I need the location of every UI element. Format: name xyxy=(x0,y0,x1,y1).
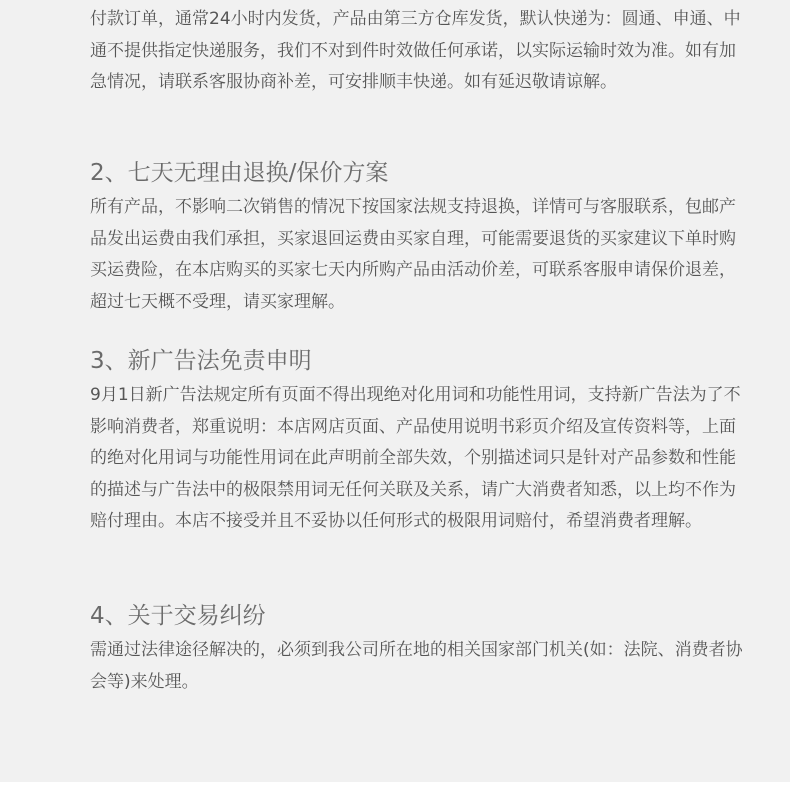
return-exchange-section-body: 所有产品，不影响二次销售的情况下按国家法规支持退换，详情可与客服联系，包邮产品发出运费由我们承担，买家退回运费由买家自理，可能需要退货的买家建议下单时购买运费险，在本店购买的买家七天内所购产品由活动价差，可联系客服申请保价退差，超过七天概不受理，请买家理解。 xyxy=(90,197,736,312)
ad-law-disclaimer-section-body: 9月1日新广告法规定所有页面不得出现绝对化用词和功能性用词，支持新广告法为了不影响消费者，郑重说明：本店网店页面、产品使用说明书彩页介绍及宣传资料等，上面的绝对化用词与功能性用词在此声明前全部失效，个别描述词只是针对产品参数和性能的描述与广告法中的极限禁用词无任何关联及关系，请广大消费者知悉，以上均不作为赔付理由。本店不接受并且不妥协以任何形式的极限用词赔付，希望消费者理解。 xyxy=(90,385,741,531)
trade-dispute-section-body: 需通过法律途径解决的，必须到我公司所在地的相关国家部门机关(如：法院、消费者协会等)来处理。 xyxy=(90,640,743,692)
shipping-section-body: 付款订单，通常24小时内发货，产品由第三方仓库发货，默认快递为：圆通、申通、中通不提供指定快递服务，我们不对到件时效做任何承诺，以实际运输时效为准。如有加急情况，请联系客服协商补差，可安排顺丰快递。如有延迟敬请谅解。 xyxy=(90,9,741,92)
shipping-section xyxy=(90,4,750,99)
return-exchange-section-title: 2、七天无理由退换/保价方案 xyxy=(90,160,389,186)
return-exchange-section xyxy=(90,158,750,318)
ad-law-disclaimer-section-title: 3、新广告法免责申明 xyxy=(90,348,312,374)
trade-dispute-section-title: 4、关于交易纠纷 xyxy=(90,603,266,629)
ad-law-disclaimer-section xyxy=(90,346,750,538)
trade-dispute-section xyxy=(90,601,750,698)
